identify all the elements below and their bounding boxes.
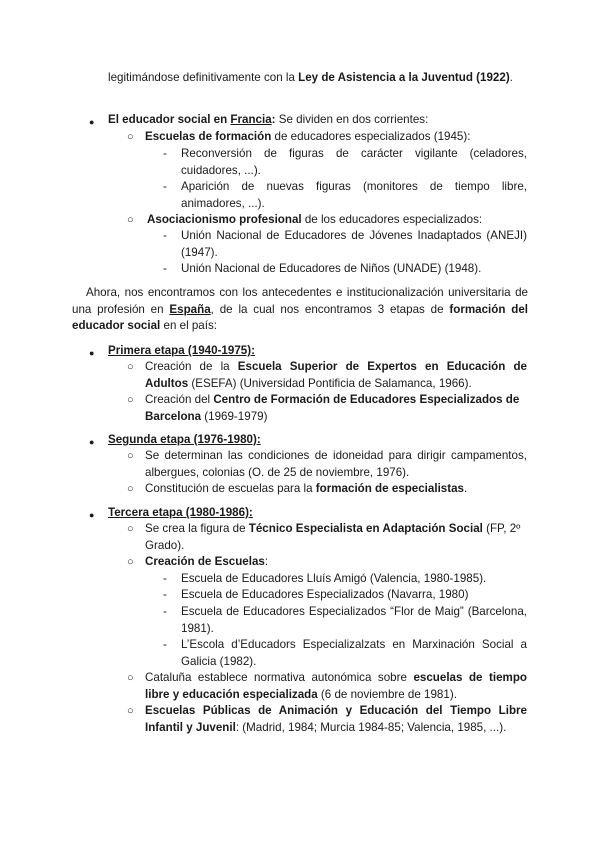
circle-bullet-icon: ○	[127, 361, 134, 373]
dash-icon: -	[163, 572, 167, 585]
etapa1-item: Creación del Centro de Formación de Educadores Especializados de Barcelona (1969-1979)	[145, 393, 520, 423]
circle-bullet-icon: ○	[127, 556, 134, 568]
intro-text: legitimándose definitivamente con la	[108, 71, 299, 84]
country-francia: Francia	[230, 113, 272, 126]
bullet-icon: ●	[89, 437, 95, 447]
etapa1-item: Creación de la Escuela Superior de Expertos en Educación de Adultos (ESEFA) (Universidad Pontificia de Salamanca, 1966).	[145, 360, 528, 390]
asociacionismo-subitem: Unión Nacional de Educadores de Niños (UNADE) (1948).	[181, 262, 482, 275]
country-espana: España	[169, 302, 211, 316]
escuelas-subitem: Reconversión de figuras de carácter vigilante (celadores, cuidadores, ...).	[181, 147, 527, 177]
cataluna-item: Cataluña establece normativa autonómica sobre escuelas de tiempo libre y educación especializada (6 de noviembre de 1981).	[145, 671, 527, 701]
espana-paragraph: Ahora, nos encontramos con los antecedentes e institucionalización universitaria de una profesión en España, de la cual nos encontramos 3 etapas de formación del educador social en el país:	[72, 286, 528, 333]
creacion-subitem: Escuela de Educadores Especializados (Navarra, 1980)	[181, 588, 469, 601]
dash-icon: -	[163, 262, 167, 275]
dash-icon: -	[163, 638, 167, 651]
law-name: Ley de Asistencia a la Juventud (1922)	[298, 71, 510, 84]
bullet-icon: ●	[89, 348, 95, 358]
creacion-subitem: Escuela de Educadores Lluís Amigó (Valencia, 1980-1985).	[181, 572, 487, 585]
dash-icon: -	[163, 605, 167, 618]
creacion-subitem: L’Escola d’Educadors Especializalzats en Marxinación Social a Galicia (1982).	[181, 638, 527, 668]
dash-icon: -	[163, 588, 167, 601]
etapa3-title: Tercera etapa (1980-1986):	[108, 506, 253, 519]
circle-bullet-icon: ○	[127, 705, 134, 717]
dash-icon: -	[163, 229, 167, 242]
creacion-subitem: Escuela de Educadores Especializados “Flor de Maig” (Barcelona, 1981).	[181, 605, 527, 635]
asociacionismo-item: Asociacionismo profesional de los educadores especializados:	[147, 213, 483, 226]
escuelas-subitem: Aparición de nuevas figuras (monitores de tiempo libre, animadores, ...).	[181, 180, 527, 210]
circle-bullet-icon: ○	[127, 483, 134, 495]
asociacionismo-subitem: Unión Nacional de Educadores de Jóvenes Inadaptados (ANEJI) (1947).	[181, 229, 527, 259]
etapa2-item: Se determinan las condiciones de idoneidad para dirigir campamentos, albergues, colonias (O. de 25 de noviembre, 1976).	[145, 449, 527, 479]
tecnico-item: Se crea la figura de Técnico Especialista en Adaptación Social (FP, 2º Grado).	[145, 522, 521, 552]
dash-icon: -	[163, 147, 167, 160]
circle-bullet-icon: ○	[127, 214, 134, 226]
etapa1-title: Primera etapa (1940-1975):	[108, 344, 255, 357]
circle-bullet-icon: ○	[127, 394, 134, 406]
intro-paragraph: legitimándose definitivamente con la Ley de Asistencia a la Juventud (1922).	[108, 71, 513, 84]
bullet-icon: ●	[89, 117, 95, 127]
bullet-icon: ●	[89, 510, 95, 520]
etapa2-item: Constitución de escuelas para la formación de especialistas.	[145, 482, 468, 495]
creacion-escuelas-item: Creación de Escuelas:	[145, 555, 269, 568]
escuelas-publicas-item: Escuelas Públicas de Animación y Educación del Tiempo Libre Infantil y Juvenil: (Madrid, 1984; Murcia 1984-85; Valencia, 1985, ...).	[145, 704, 527, 734]
dash-icon: -	[163, 180, 167, 193]
circle-bullet-icon: ○	[127, 131, 134, 143]
circle-bullet-icon: ○	[127, 450, 134, 462]
francia-heading: El educador social en Francia: Se dividen en dos corrientes:	[108, 113, 429, 126]
circle-bullet-icon: ○	[127, 523, 134, 535]
circle-bullet-icon: ○	[127, 672, 134, 684]
etapa2-title: Segunda etapa (1976-1980):	[108, 433, 261, 446]
escuelas-formacion-item: Escuelas de formación de educadores especializados (1945):	[145, 130, 471, 143]
